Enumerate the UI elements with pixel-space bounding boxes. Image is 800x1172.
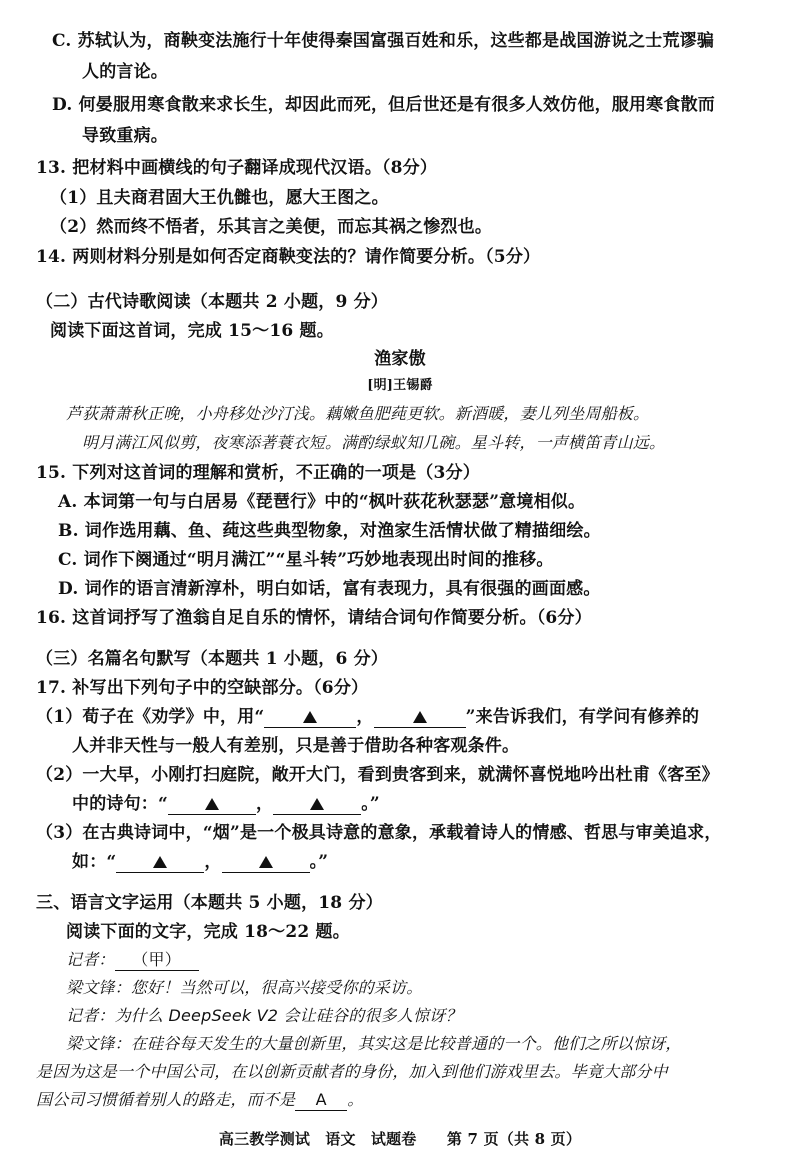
question-16: 16. 这首词抒写了渔翁自足自乐的情怀，请结合词句作简要分析。（6分）: [36, 608, 592, 628]
q15-option-d: D. 词作的语言清新淳朴，明白如话，富有表现力，具有很强的画面感。: [58, 579, 601, 599]
question-17: 17. 补写出下列句子中的空缺部分。（6分）: [36, 678, 369, 698]
q15-option-c: C. 词作下阕通过“明月满江”“星斗转”巧妙地表现出时间的推移。: [58, 550, 554, 570]
section-language-heading: 三、语言文字运用（本题共 5 小题，18 分）: [36, 893, 383, 913]
dialogue-2: 梁文锋：您好！当然可以，很高兴接受你的采访。: [66, 978, 423, 997]
dialogue-5: 是因为这是一个中国公司，在以创新贡献者的身份，加入到他们游戏里去。毕竟大部分中: [36, 1062, 668, 1081]
section-dictation-heading: （三）名篇名句默写（本题共 1 小题，6 分）: [36, 649, 389, 669]
q17-item-3-line2: 如：“ ， 。”: [72, 852, 329, 872]
q13-sentence-2: （2）然而终不悟者，乐其言之美便，而忘其祸之惨烈也。: [50, 217, 493, 237]
answer-blank[interactable]: [222, 852, 310, 873]
answer-blank[interactable]: [116, 852, 204, 873]
poem-stanza-1: 芦荻萧萧秋正晚，小舟移处沙汀浅。藕嫩鱼肥莼更软。新酒暖，妻儿列坐周船板。: [66, 404, 650, 423]
answer-blank[interactable]: [273, 794, 361, 815]
poem-title: 渔家傲: [374, 349, 426, 369]
triangle-icon: [413, 711, 427, 723]
poetry-instruction: 阅读下面这首词，完成 15～16 题。: [50, 321, 334, 341]
q17-item-3-line1: （3）在古典诗词中，“烟”是一个极具诗意的意象，承载着诗人的情感、哲思与审美追求，: [36, 823, 722, 843]
triangle-icon: [310, 798, 324, 810]
poem-stanza-2: 明月满江风似剪，夜寒添著蓑衣短。满酌绿蚁知几碗。星斗转，一声横笛青山远。: [82, 433, 666, 452]
option-c-line2: 人的言论。: [82, 62, 168, 82]
q17-item-2-line1: （2）一大早，小刚打扫庭院，敞开大门，看到贵客到来，就满怀喜悦地吟出杜甫《客至》: [36, 765, 719, 785]
q17-item-1-line2: 人并非天性与一般人有差别，只是善于借助各种客观条件。: [72, 736, 520, 756]
answer-blank[interactable]: [374, 707, 466, 728]
answer-blank[interactable]: [168, 794, 256, 815]
q15-option-b: B. 词作选用藕、鱼、莼这些典型物象，对渔家生活情状做了精描细绘。: [58, 521, 601, 541]
q15-option-a: A. 本词第一句与白居易《琵琶行》中的“枫叶荻花秋瑟瑟”意境相似。: [58, 492, 586, 512]
triangle-icon: [153, 856, 167, 868]
answer-blank-a[interactable]: A: [295, 1090, 347, 1111]
dialogue-1: 记者： （甲）: [66, 949, 199, 971]
dialogue-4: 梁文锋：在硅谷每天发生的大量创新里，其实这是比较普通的一个。他们之所以惊讶，: [66, 1034, 682, 1053]
q17-item-2-line2: 中的诗句：“ ， 。”: [72, 794, 380, 814]
poem-author: [明]王锡爵: [367, 378, 433, 393]
question-15: 15. 下列对这首词的理解和赏析，不正确的一项是（3分）: [36, 463, 480, 483]
dialogue-3: 记者：为什么 DeepSeek V2 会让硅谷的很多人惊讶？: [66, 1006, 462, 1025]
section-poetry-heading: （二）古代诗歌阅读（本题共 2 小题，9 分）: [36, 292, 389, 312]
q13-sentence-1: （1）且夫商君固大王仇雠也，愿大王图之。: [50, 188, 389, 208]
triangle-icon: [303, 711, 317, 723]
answer-blank-jia[interactable]: （甲）: [115, 950, 199, 971]
q17-item-1-line1: （1）荀子在《劝学》中，用“ ， ”来告诉我们，有学问有修养的: [36, 707, 700, 727]
answer-blank[interactable]: [264, 707, 356, 728]
triangle-icon: [205, 798, 219, 810]
page-footer: 高三教学测试 语文 试题卷 第 7 页（共 8 页）: [218, 1130, 582, 1148]
dialogue-6: 国公司习惯循着别人的路走，而不是 A 。: [36, 1090, 364, 1109]
option-c-line1: C. 苏轼认为，商鞅变法施行十年使得秦国富强百姓和乐，这些都是战国游说之士荒谬骗: [52, 31, 715, 51]
question-14: 14. 两则材料分别是如何否定商鞅变法的？请作简要分析。（5分）: [36, 247, 541, 267]
question-13: 13. 把材料中画横线的句子翻译成现代汉语。（8分）: [36, 158, 438, 178]
triangle-icon: [259, 856, 273, 868]
option-d-line1: D. 何晏服用寒食散来求长生，却因此而死，但后世还是有很多人效仿他，服用寒食散而: [52, 95, 715, 115]
language-instruction: 阅读下面的文字，完成 18～22 题。: [66, 922, 350, 942]
option-d-line2: 导致重病。: [82, 126, 168, 146]
